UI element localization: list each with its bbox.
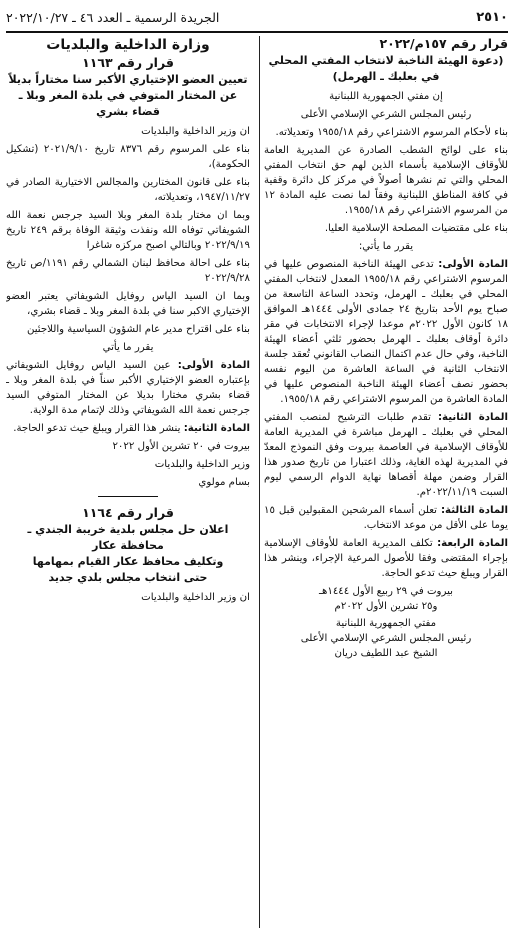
decision-subject-line: وتكليف محافظ عكار القيام بمهامها [32,555,224,568]
column-divider [259,36,260,928]
decides-line: يقرر ما يأتي: [358,241,414,252]
date-line: بيروت في ٢٠ تشرين الأول ٢٠٢٢ [112,441,250,452]
preamble-paragraph: بناء لأحكام المرسوم الاشتراعي رقم ١٩٥٥/١٨ وتعديلاته. [275,127,508,138]
decides-line: يقرر ما يأتي [102,342,154,353]
intro-line: إن مفتي الجمهورية اللبنانية [329,91,443,102]
article-label: المادة الرابعة: [437,538,508,549]
preamble-paragraph: وبما ان السيد الياس روفايل الشويفاتي يعتبر العضو الإختياري الاكبر سنا في بلدة المغر وبلا ـ قضاء بشري، [6,291,250,317]
left-column [6,36,250,928]
signature-line: مفتي الجمهورية اللبنانية [335,618,437,629]
intro-line: رئيس المجلس الشرعي الإسلامي الأعلى [300,109,472,120]
article-label: المادة الثالثة: [440,505,508,516]
article-2 [6,421,250,436]
preamble-paragraph: بناء على المرسوم رقم ٨٣٧٦ تاريخ ٢٠٢١/٩/١٠ (تشكيل الحكومة)، [6,144,250,170]
decision-number: قرار رقم ١٥٧م/٢٠٢٢ [379,36,508,51]
article-1 [6,358,250,418]
page-header [6,6,508,28]
article-1 [264,257,508,407]
article-text: تكلف المديرية العامة للأوقاف الإسلامية بإجراء المقتضى وفقا للأصول المرعية الإجراء، وينشر هذا القرار ويبلغ حيث تدعو الحاجة. [264,538,508,579]
preamble-paragraph: بناء على احالة محافظ لبنان الشمالي رقم ١١٩١/ص تاريخ ٢٠٢٢/٩/٢٨ [6,258,250,284]
article-3 [264,503,508,533]
preamble-paragraph: بناء على قانون المختارين والمجالس الاختيارية الصادر في ١٩٤٧/١١/٢٧، وتعديلاته، [6,177,250,203]
decision-number: قرار رقم ١١٦٣ [82,55,174,70]
article-label: المادة الأولى: [438,259,508,270]
preamble-paragraph: وبما ان مختار بلدة المغر وبلا السيد جرجس نعمة الله الشويفاتي توفاه الله ونفذت وثيقة الوفاة برقم ٢٤٩ تاريخ ٢٠٢٢/٩/١٩ وبالتالي اصبح مركزه شاغرا [6,210,250,251]
article-text: تقدم طلبات الترشيح لمنصب المفتي المحلي في بعلبك ـ الهرمل مباشرة في المديرية العامة للأوقاف الإسلامية في العاصمة بيروت وفق النموذج المعدّ في المديرية لهذه الغاية، وذلك اعتبارا من تاريخ صدور هذا القرار وضمن مهلة أقصاها نهاية الدوام الرسمي ليوم السبت ٢٠٢٢/١١/١٩م. [264,412,508,498]
decision-subject: تعيين العضو الإختياري الأكبر سنا مختاراً بديلاً عن المختار المتوفي في بلدة المغر وبلا ـ قضاء بشري [8,73,248,118]
decision-subject-line: اعلان حل مجلس بلدية خريبة الجندي ـ [27,523,229,536]
article-label: المادة الثانية: [183,423,250,434]
article-text: تدعى الهيئة الناخبة المنصوص عليها في المرسوم الاشتراعي رقم ١٩٥٥/١٨ المعدل لانتخاب المفتي المحلي في بعلبك ـ الهرمل، وتحدد الساعة التاسعة من صباح يوم الأحد بتاريخ ٢٤ جمادى الأولى ١٤٤٤هـ الموافق ١٨ كانون الأول ٢٠٢٢م موعدا لإجراء الانتخابات في مقر دائرة أوقاف بعلبك ـ الهرمل بحضور ثلثي أعضاء الهيئة الناخبة، وفي حال عدم اكتمال النصاب القانوني تُعقد جلسة الانتخاب الثانية في الساعة العاشرة من اليوم نفسه بحضور نصف أعضاء الهيئة الناخبة المنصوص عليها في المادة العاشرة من المرسوم الاشتراعي رقم ١٩٥٥/١٨. [264,259,508,405]
decision-number: قرار رقم ١١٦٤ [82,505,174,520]
signature-line: الشيخ عبد اللطيف دريان [334,648,438,659]
article-4 [264,536,508,581]
signature-block [264,616,508,661]
signature-line: بسام مولوي [198,477,250,488]
decision-subject-line: حتى انتخاب مجلس بلدي جديد [48,571,208,584]
article-2 [264,410,508,500]
article-label: المادة الثانية: [437,412,508,423]
preamble-paragraph: بناء على لوائح الشطب الصادرة عن المديرية العامة للأوقاف الإسلامية بأسماء الذين لهم حق انتخاب المفتي المحلي والتي تم نشرها أصولاً في مركز كل دائرة وقفية في كافة المناطق اللبنانية وفقاً لما نصت عليه المادة ١٢ من المرسوم الاشتراعي رقم ١٩٥٥/١٨. [264,145,508,216]
article-label: المادة الأولى: [177,360,250,371]
decision-subject: (دعوة الهيئة الناخبة لانتخاب المفتي المحلي في بعلبك ـ الهرمل) [268,54,504,83]
article-text: ينشر هذا القرار ويبلغ حيث تدعو الحاجة. [13,423,181,434]
section-separator [98,496,158,497]
signature-line: وزير الداخلية والبلديات [154,459,250,470]
issue-line: الجريدة الرسمية ـ العدد ٤٦ ـ ٢٠٢٢/١٠/٢٧ [6,9,220,25]
date-block [264,584,508,614]
signature-line: رئيس المجلس الشرعي الإسلامي الأعلى [300,633,472,644]
intro-line: ان وزير الداخلية والبلديات [141,592,250,603]
date-line: بيروت في ٢٩ ربيع الأول ١٤٤٤هـ [318,586,454,597]
page-number: ٢٥١٠ [476,9,508,25]
intro-line: ان وزير الداخلية والبلديات [141,126,250,137]
article-text: تعلن أسماء المرشحين المقبولين قبل ١٥ يوما على الأقل من موعد الانتخاب. [264,505,508,531]
article-text: عين السيد الياس روفايل الشويفاتي بإعتباره العضو الإختياري الأكبر سناً في بلدة المغر وبلا ـ قضاء بشري مختارا بديلا عن المختار المتوفي السيد جرجس نعمة الله الشويفاتي وذلك لإتمام مدة الولاية. [6,360,250,416]
header-rule [6,31,508,35]
decision-subject-line: محافظة عكار [92,539,164,552]
preamble-paragraph: بناء على مقتضيات المصلحة الإسلامية العليا. [324,223,508,234]
preamble-paragraph: بناء على اقتراح مدير عام الشؤون السياسية واللاجئين [26,324,250,335]
ministry-title: وزارة الداخلية والبلديات [46,37,210,53]
date-line: و٢٥ تشرين الأول ٢٠٢٢م [334,601,438,612]
right-column [264,36,508,928]
